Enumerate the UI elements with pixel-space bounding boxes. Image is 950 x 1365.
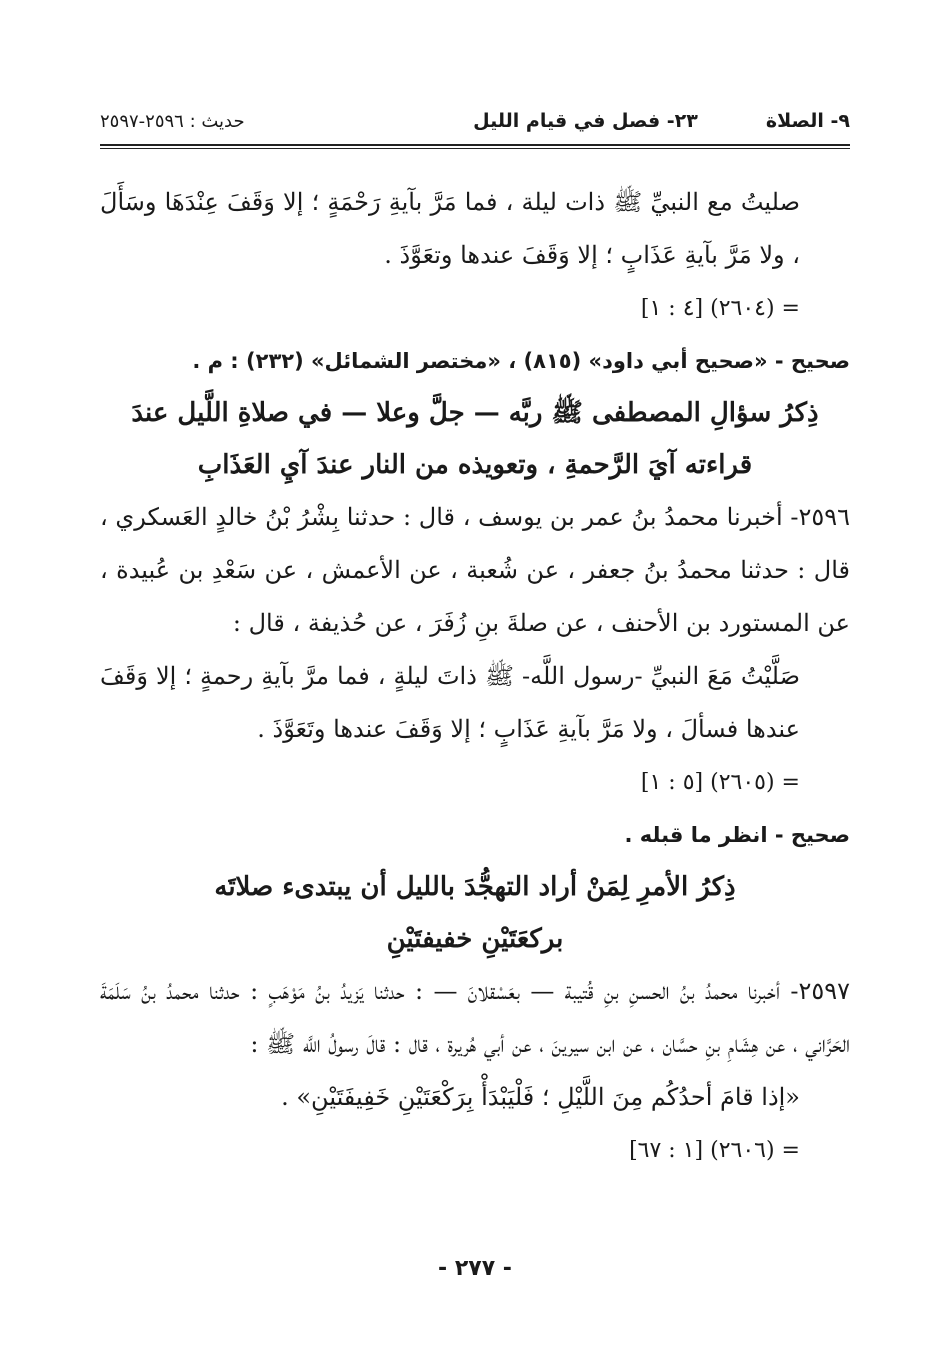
chapter-title: ٩- الصلاة [765,110,850,132]
chapter-heading-line: قراءته آيَ الرَّحمةِ ، وتعويذه من النار عندَ آيِ العَذَابِ [197,450,753,480]
header-rule [100,144,850,149]
hadith-range: حديث : ٢٥٩٦-٢٥٩٧ [100,110,245,132]
page-body [100,176,850,1177]
hadith-text: صَلَّيْتُ مَعَ النبيِّ -رسول اللَّه- ﷺ ذاتَ ليلةٍ ، فما مرَّ بآيةِ رحمةٍ ؛ إلا وَقَفَ عندها فسألَ ، ولا مَرَّ بآيةِ عَذَابٍ ؛ إلا وَقَفَ عندها وتَعَوَّذَ . [100,662,800,743]
section-title: ٢٣- فصل في قيام الليل [473,110,698,132]
chapter-heading-line: ذِكرُ الأمرِ لِمَنْ أراد التهجُّدَ بالليل أن يبتدىء صلاتَه [214,872,736,902]
hadith-isnad: ٢٥٩٧- أخبرنا محمدُ بنُ الحسنِ بنِ قُتيبة — بعَسْقلانَ — : حدثنا يَزيدُ بنُ مَوْهَبٍ : حدثنا محمدُ بنُ سَلَمَةَ الحَرَّاني ، عن هِشَامِ بنِ حسَّان ، عن ابن سيرينَ ، عن أبي هُريرة ، قال : قالَ رسولُ اللَّه ﷺ : [100,977,850,1058]
hadith-isnad: ٢٥٩٦- أخبرنا محمدُ بنُ عمر بن يوسف ، قال : حدثنا بِشْرُ بْنُ خالدٍ العَسكري ، قال : حدثنا محمدُ بنُ جعفر ، عن شُعبة ، عن الأعمش ، عن سَعْدِ بن عُبيدة ، عن المستورد بن الأحنف ، عن صلةَ بنِ زُفَرَ ، عن حُذيفة ، قال : [100,503,850,637]
chapter-heading-line: بركعَتَيْنِ خفيفتَيْنِ [386,924,564,954]
hadith-grade: صحيح - «صحيح أبي داود» (٨١٥) ، «مختصر الشمائل» (٢٣٢) : م . [192,349,850,373]
hadith-reference: = (٢٦٠٤) [٤ : ١] [640,296,800,321]
hadith-reference: = (٢٦٠٦) [١ : ٦٧] [629,1138,800,1163]
running-header [100,104,850,138]
hadith-text: «إذا قامَ أحدُكُم مِنَ اللَّيْلِ ؛ فَلْيَبْدَأْ بِرَكْعَتَيْنِ خَفِيفَتَيْنِ» . [281,1083,800,1111]
hadith-grade: صحيح - انظر ما قبله . [624,823,850,847]
chapter-heading-line: ذِكرُ سؤالِ المصطفى ﷺ ربَّه — جلَّ وعلا — في صلاةِ اللَّيل عندَ [131,398,819,428]
hadith-text: صليتُ مع النبيِّ ﷺ ذات ليلة ، فما مَرَّ بآيةِ رَحْمَةٍ ؛ إلا وَقَفَ عِنْدَهَا وسَأَلَ ، ولا مَرَّ بآيةِ عَذَابٍ ؛ إلا وَقَفَ عندها وتعَوَّذَ . [100,188,800,269]
page-number: - ٢٧٧ - [438,1256,512,1281]
hadith-reference: = (٢٦٠٥) [٥ : ١] [640,770,800,795]
header-titles [473,110,850,132]
